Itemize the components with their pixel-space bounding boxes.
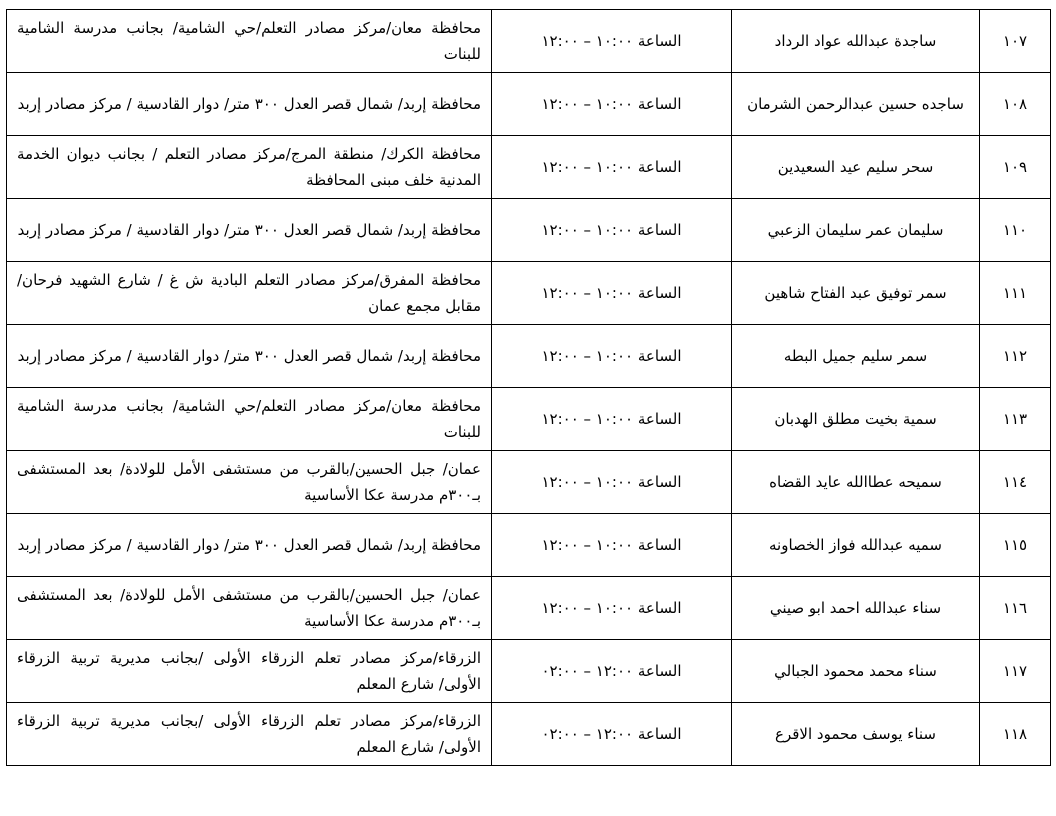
table-row <box>7 451 1051 514</box>
time-slot-text: الساعة ١٠:٠٠ – ١٢:٠٠ <box>541 410 682 428</box>
row-number: ١١٠ <box>980 199 1051 262</box>
person-name: ساجدة عبدالله عواد الرداد <box>732 10 980 73</box>
location <box>7 325 492 388</box>
time-slot-text: الساعة ١٠:٠٠ – ١٢:٠٠ <box>541 536 682 554</box>
table-body <box>7 10 1051 766</box>
time-slot-text: الساعة ١٢:٠٠ – ٠٢:٠٠ <box>541 725 682 743</box>
table-row <box>7 577 1051 640</box>
time-slot <box>492 262 732 325</box>
table-row <box>7 325 1051 388</box>
location <box>7 136 492 199</box>
table-row <box>7 10 1051 73</box>
time-slot-text: الساعة ١٠:٠٠ – ١٢:٠٠ <box>541 95 682 113</box>
person-name: سمية بخيت مطلق الهدبان <box>732 388 980 451</box>
location <box>7 703 492 766</box>
location-text: محافظة إربد/ شمال قصر العدل ٣٠٠ متر/ دوار القادسية / مركز مصادر إربد <box>17 221 481 239</box>
table-row <box>7 199 1051 262</box>
time-slot-text: الساعة ١٠:٠٠ – ١٢:٠٠ <box>541 473 682 491</box>
row-number: ١١٥ <box>980 514 1051 577</box>
time-slot-text: الساعة ١٠:٠٠ – ١٢:٠٠ <box>541 221 682 239</box>
location-text: الزرقاء/مركز مصادر تعلم الزرقاء الأولى /بجانب مديرية تربية الزرقاء الأولى/ شارع المعلم <box>17 712 481 756</box>
schedule-table <box>6 9 1051 766</box>
location-text: محافظة الكرك/ منطقة المرج/مركز مصادر التعلم / بجانب ديوان الخدمة المدنية خلف مبنى المحافظة <box>17 145 481 189</box>
location <box>7 73 492 136</box>
time-slot <box>492 451 732 514</box>
table-row <box>7 703 1051 766</box>
table-row <box>7 640 1051 703</box>
location <box>7 388 492 451</box>
time-slot-text: الساعة ١٠:٠٠ – ١٢:٠٠ <box>541 599 682 617</box>
table-row <box>7 514 1051 577</box>
time-slot <box>492 136 732 199</box>
location <box>7 577 492 640</box>
row-number: ١١٦ <box>980 577 1051 640</box>
row-number: ١١٧ <box>980 640 1051 703</box>
time-slot-text: الساعة ١٠:٠٠ – ١٢:٠٠ <box>541 158 682 176</box>
person-name: سحر سليم عيد السعيدين <box>732 136 980 199</box>
location <box>7 10 492 73</box>
location-text: محافظة المفرق/مركز مصادر التعلم البادية ش غ / شارع الشهيد فرحان/ مقابل مجمع عمان <box>17 271 481 315</box>
row-number: ١٠٧ <box>980 10 1051 73</box>
time-slot <box>492 73 732 136</box>
location <box>7 199 492 262</box>
person-name: سناء يوسف محمود الاقرع <box>732 703 980 766</box>
location-text: محافظة معان/مركز مصادر التعلم/حي الشامية/ بجانب مدرسة الشامية للبنات <box>17 19 481 63</box>
location <box>7 451 492 514</box>
row-number: ١١٣ <box>980 388 1051 451</box>
time-slot <box>492 199 732 262</box>
person-name: سمر توفيق عبد الفتاح شاهين <box>732 262 980 325</box>
location-text: الزرقاء/مركز مصادر تعلم الزرقاء الأولى /بجانب مديرية تربية الزرقاء الأولى/ شارع المعلم <box>17 649 481 693</box>
location-text: عمان/ جبل الحسين/بالقرب من مستشفى الأمل للولادة/ بعد المستشفى بـ٣٠٠م مدرسة عكا الأساسية <box>17 586 481 630</box>
time-slot-text: الساعة ١٠:٠٠ – ١٢:٠٠ <box>541 32 682 50</box>
location-text: محافظة معان/مركز مصادر التعلم/حي الشامية/ بجانب مدرسة الشامية للبنات <box>17 397 481 441</box>
person-name: سمر سليم جميل البطه <box>732 325 980 388</box>
time-slot-text: الساعة ١٠:٠٠ – ١٢:٠٠ <box>541 284 682 302</box>
time-slot <box>492 640 732 703</box>
person-name: سميحه عطاالله عايد القضاه <box>732 451 980 514</box>
location <box>7 514 492 577</box>
time-slot <box>492 325 732 388</box>
person-name: سناء عبدالله احمد ابو صيني <box>732 577 980 640</box>
person-name: سميه عبدالله فواز الخصاونه <box>732 514 980 577</box>
time-slot <box>492 388 732 451</box>
table-row <box>7 262 1051 325</box>
location-text: عمان/ جبل الحسين/بالقرب من مستشفى الأمل للولادة/ بعد المستشفى بـ٣٠٠م مدرسة عكا الأساسية <box>17 460 481 504</box>
time-slot-text: الساعة ١٠:٠٠ – ١٢:٠٠ <box>541 347 682 365</box>
table-row <box>7 388 1051 451</box>
time-slot <box>492 577 732 640</box>
row-number: ١١٤ <box>980 451 1051 514</box>
location <box>7 640 492 703</box>
location-text: محافظة إربد/ شمال قصر العدل ٣٠٠ متر/ دوار القادسية / مركز مصادر إربد <box>17 95 481 113</box>
time-slot <box>492 10 732 73</box>
row-number: ١١١ <box>980 262 1051 325</box>
person-name: سناء محمد محمود الجبالي <box>732 640 980 703</box>
time-slot-text: الساعة ١٢:٠٠ – ٠٢:٠٠ <box>541 662 682 680</box>
person-name: سليمان عمر سليمان الزعبي <box>732 199 980 262</box>
time-slot <box>492 514 732 577</box>
location-text: محافظة إربد/ شمال قصر العدل ٣٠٠ متر/ دوار القادسية / مركز مصادر إربد <box>17 536 481 554</box>
row-number: ١١٢ <box>980 325 1051 388</box>
row-number: ١١٨ <box>980 703 1051 766</box>
time-slot <box>492 703 732 766</box>
location <box>7 262 492 325</box>
row-number: ١٠٨ <box>980 73 1051 136</box>
person-name: ساجده حسين عبدالرحمن الشرمان <box>732 73 980 136</box>
table-row <box>7 136 1051 199</box>
table-row <box>7 73 1051 136</box>
location-text: محافظة إربد/ شمال قصر العدل ٣٠٠ متر/ دوار القادسية / مركز مصادر إربد <box>17 347 481 365</box>
row-number: ١٠٩ <box>980 136 1051 199</box>
